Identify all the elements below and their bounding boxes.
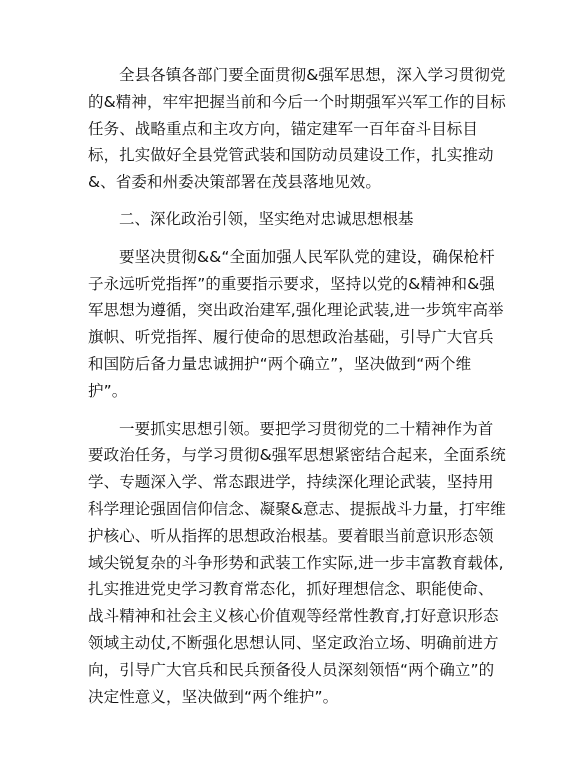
section-heading: 二、深化政治引领，坚实绝对忠诚思想根基 [119, 209, 414, 228]
paragraph-intro: 全县各镇各部门要全面贯彻&强军思想，深入学习贯彻党的&精神，牢牢把握当前和今后一个时期强军兴军工作的目标任务、战略重点和主攻方向，锚定建军一百年奋斗目标目标，扎实做好全县党管武装和国防动员建设工作，扎实推动&、省委和州委决策部署在茂县落地见效。 [88, 66, 506, 192]
document-body [88, 62, 506, 710]
paragraph-directive: 要坚决贯彻&&“全面加强人民军队党的建设，确保枪杆子永远听党指挥”的重要指示要求，坚持以党的&精神和&强军思想为遵循，突出政治建军,强化理论武装,进一步筑牢高举旗帜、听党指挥、履行使命的思想政治基础，引导广大官兵和国防后备力量忠诚拥护“两个确立”，坚决做到“两个维护”。 [88, 247, 504, 400]
paragraph-thought-guidance: 一要抓实思想引领。要把学习贯彻党的二十精神作为首要政治任务，与学习贯彻&强军思想紧密结合起来，全面系统学、专题深入学、常态跟进学，持续深化理论武装，坚持用科学理论强固信仰信念、凝聚&意志、提振战斗力量，打牢维护核心、听从指挥的思想政治根基。要着眼当前意识形态领域尖锐复杂的斗争形势和武装工作实际,进一步丰富教育载体,扎实推进党史学习教育常态化，抓好理想信念、职能使命、战斗精神和社会主义核心价值观等经常性教育,打好意识形态领域主动仗,不断强化思想认同、坚定政治立场、明确前进方向，引导广大官兵和民兵预备役人员深刻领悟“两个确立”的决定性意义，坚决做到“两个维护”。 [88, 419, 506, 706]
